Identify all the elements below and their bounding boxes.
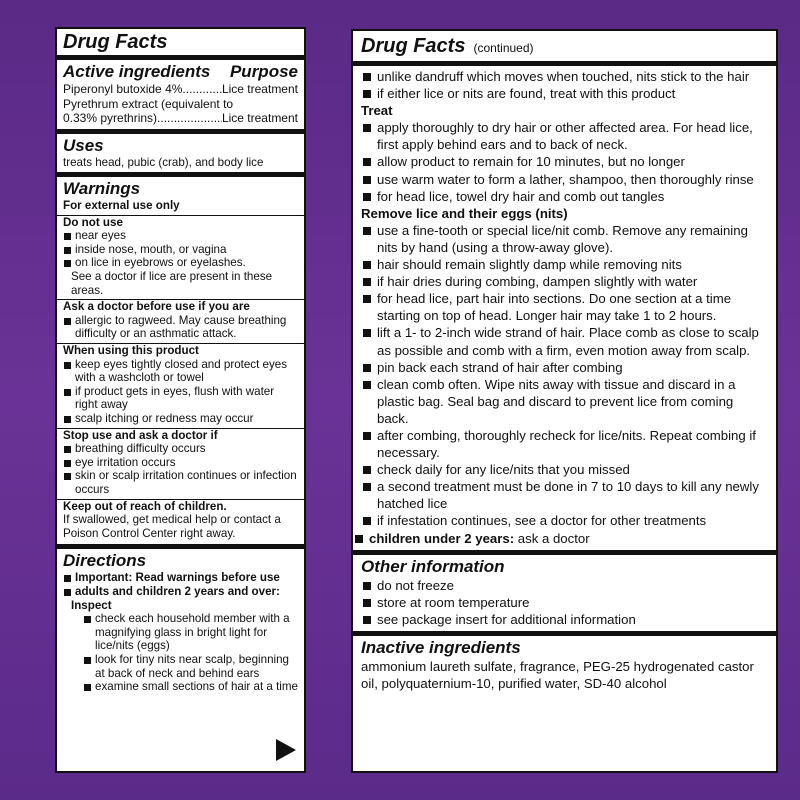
list-item: use a fine-tooth or special lice/nit comb. Remove any remaining nits by hand (using a throw-away glove). (361, 222, 768, 256)
list-item: keep eyes tightly closed and protect eyes with a washcloth or towel (63, 358, 298, 385)
uses-heading: Uses (63, 135, 104, 155)
list-item: if product gets in eyes, flush with water right away (63, 385, 298, 412)
purpose-heading: Purpose (229, 62, 298, 81)
ingredients-list (63, 82, 298, 126)
directions-heading: Directions (63, 551, 147, 571)
directions-continued (361, 66, 768, 547)
uses-text: treats head, pubic (crab), and body lice (63, 155, 264, 169)
inspect-heading: Inspect (71, 598, 112, 612)
list-item: eye irritation occurs (63, 456, 298, 470)
list-item: examine small sections of hair at a time (83, 680, 298, 694)
list-item: scalp itching or redness may occur (63, 412, 298, 426)
remove-heading: Remove lice and their eggs (nits) (361, 205, 568, 221)
list-item: see package insert for additional information (361, 611, 768, 628)
list-item: lift a 1- to 2-inch wide strand of hair. Place comb as close to scalp as possible and comb with a firm, even motion away from scalp. (361, 324, 768, 358)
continued-label: (continued) (473, 41, 534, 55)
ingredient-name-line: Pyrethrum extract (equivalent to (63, 96, 234, 111)
ingredient-row: 0.33% pyrethrins) ..... Lice treatment (63, 111, 298, 126)
list-item: skin or scalp irritation continues or infection occurs (63, 469, 298, 496)
list-item: after combing, thoroughly recheck for lice/nits. Repeat combing if necessary. (361, 427, 768, 461)
active-ingredients-header (63, 60, 298, 82)
active-ingredients-heading: Active ingredients (63, 62, 211, 81)
list-item: pin back each strand of hair after combing (361, 359, 768, 376)
list-item: allow product to remain for 10 minutes, but no longer (361, 153, 768, 170)
list-item: store at room temperature (361, 594, 768, 611)
list-item: on lice in eyebrows or eyelashes. (63, 256, 298, 270)
list-item: use warm water to form a lather, shampoo, then thoroughly rinse (361, 171, 768, 188)
drug-facts-panel-right (351, 29, 778, 773)
list-item: check daily for any lice/nits that you missed (361, 461, 768, 478)
other-information-heading: Other information (361, 556, 505, 576)
treat-heading: Treat (361, 103, 393, 119)
directions-section (63, 571, 298, 693)
list-item: unlike dandruff which moves when touched, nits stick to the hair (361, 68, 768, 85)
when-using-section: When using this product keep eyes tightly closed and protect eyes with a washcloth or towel if product gets in eyes, flush with water right away scalp itching or redness may occur (63, 344, 298, 426)
list-item: adults and children 2 years and over: (63, 585, 298, 599)
drug-facts-panel-left (55, 27, 306, 773)
keep-out-section: Keep out of reach of children. If swallowed, get medical help or contact a Poison Control Center right away. (63, 499, 281, 540)
list-item: a second treatment must be done in 7 to 10 days to kill any newly hatched lice (361, 478, 768, 512)
list-item: look for tiny nits near scalp, beginning at back of neck and behind ears (83, 653, 298, 680)
ask-doctor-section: Ask a doctor before use if you are allergic to ragweed. May cause breathing difficulty or an asthmatic attack. (63, 300, 298, 341)
ingredient-row: Piperonyl butoxide 4% ..... Lice treatment (63, 82, 298, 97)
note-text: See a doctor if lice are present in these areas. (71, 270, 273, 297)
list-item: do not freeze (361, 577, 768, 594)
list-item: check each household member with a magnifying glass in bright light for lice/nits (eggs) (83, 612, 298, 653)
list-item: for head lice, part hair into sections. Do one section at a time starting on top of head. Longer hair may take 1 to 2 hours. (361, 290, 768, 324)
external-use-text: For external use only (63, 199, 180, 213)
list-item: near eyes (63, 229, 298, 243)
drug-facts-title: Drug Facts (63, 31, 168, 53)
list-item: allergic to ragweed. May cause breathing difficulty or an asthmatic attack. (63, 314, 298, 341)
list-item: if infestation continues, see a doctor for other treatments (361, 512, 768, 529)
list-item: if hair dries during combing, dampen slightly with water (361, 273, 768, 290)
warnings-heading: Warnings (63, 179, 141, 199)
list-item: breathing difficulty occurs (63, 442, 298, 456)
list-item: if either lice or nits are found, treat with this product (361, 85, 768, 102)
list-item: inside nose, mouth, or vagina (63, 243, 298, 257)
list-item: clean comb often. Wipe nits away with tissue and discard in a plastic bag. Seal bag and discard to prevent lice from coming back. (361, 376, 768, 427)
list-item: children under 2 years: ask a doctor (353, 530, 768, 547)
triangle-right-icon (276, 739, 296, 761)
list-item: apply thoroughly to dry hair or other affected area. For head lice, first apply behind ears and to back of neck. (361, 119, 768, 153)
inactive-ingredients-text: ammonium laureth sulfate, fragrance, PEG-25 hydrogenated castor oil, polyquaternium-10, purified water, SD-40 alcohol (361, 658, 754, 691)
stop-use-section: Stop use and ask a doctor if breathing difficulty occurs eye irritation occurs skin or scalp irritation continues or infection occurs (63, 428, 297, 496)
other-information-section (361, 577, 768, 628)
list-item: Important: Read warnings before use (63, 571, 298, 585)
drug-facts-title: Drug Facts (continued) (361, 35, 534, 57)
list-item: hair should remain slightly damp while removing nits (361, 256, 768, 273)
list-item: for head lice, towel dry hair and comb out tangles (361, 188, 768, 205)
do-not-use-section: Do not use near eyes inside nose, mouth, or vagina on lice in eyebrows or eyelashes. See a doctor if lice are present in these areas. (63, 216, 298, 298)
inactive-ingredients-heading: Inactive ingredients (361, 637, 521, 657)
